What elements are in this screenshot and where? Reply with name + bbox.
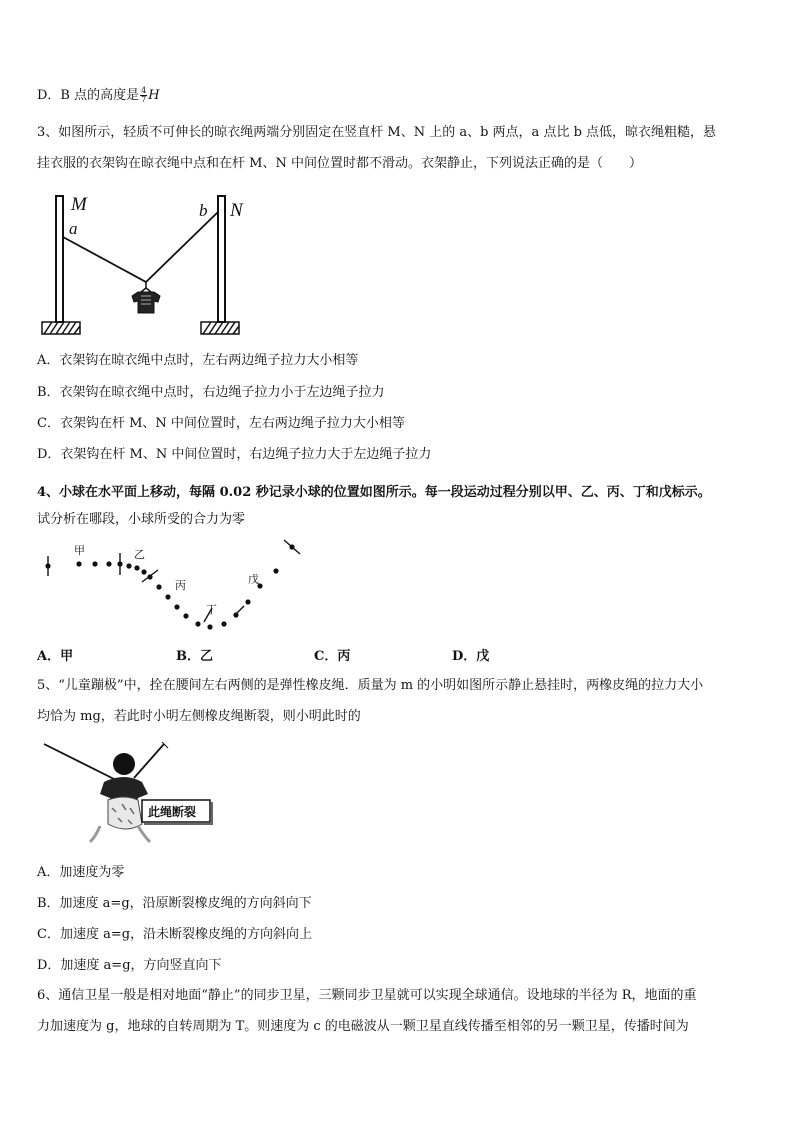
q3-option-d: D．衣架钩在杆 M、N 中间位置时，右边绳子拉力大于左边绳子拉力 — [37, 447, 432, 462]
pole-n — [218, 196, 225, 322]
label-bing: 丙 — [175, 579, 186, 592]
q3-option-b: B．衣架钩在晾衣绳中点时，右边绳子拉力小于左边绳子拉力 — [37, 385, 385, 400]
q6-stem-line2: 力加速度为 g，地球的自转周期为 T。则速度为 c 的电磁波从一颗卫星直线传播至相邻的另一颗卫星，传播时间为 — [37, 1019, 689, 1034]
q3-stem-line2: 挂衣服的衣架钩在晾衣绳中点和在杆 M、N 中间位置时都不滑动。衣架静止，下列说法正确的是（ ） — [37, 156, 642, 171]
q4-stem-line2: 试分析在哪段，小球所受的合力为零 — [37, 512, 246, 527]
q5-option-a: A．加速度为零 — [37, 865, 125, 880]
q4-option-d: D．戊 — [452, 649, 490, 664]
q3-option-c: C．衣架钩在杆 M、N 中间位置时，左右两边绳子拉力大小相等 — [37, 416, 405, 431]
q5-option-d: D．加速度 a=g，方向竖直向下 — [37, 958, 222, 973]
q2-fraction: $\frac{4}{7}$ — [141, 86, 147, 104]
q2-option-d — [37, 87, 160, 105]
ground-right — [201, 322, 239, 334]
q5-option-c: C．加速度 a=g，沿未断裂橡皮绳的方向斜向上 — [37, 927, 313, 942]
q4-stem-line1: 4、小球在水平面上移动，每隔 0.02 秒记录小球的位置如图所示。每一段运动过程分别以甲、乙、丙、丁和戊标示。 — [37, 485, 711, 500]
label-yi: 乙 — [134, 548, 145, 561]
q4-option-b: B．乙 — [176, 649, 213, 664]
q5-stem-line2: 均恰为 mg，若此时小明左侧橡皮绳断裂，则小明此时的 — [37, 709, 361, 724]
rope-broken-label: 此绳断裂 — [148, 805, 197, 819]
q4-ball-track-figure — [38, 536, 308, 636]
q3-stem-line1: 3、如图所示，轻质不可伸长的晾衣绳两端分别固定在竖直杆 M、N 上的 a、b 两点，a 点比 b 点低，晾衣绳粗糙，悬 — [37, 125, 717, 140]
shirt-icon — [132, 292, 160, 313]
ground-left — [42, 322, 80, 334]
label-n: N — [230, 200, 243, 221]
label-wu: 戊 — [248, 573, 259, 586]
q5-option-b: B．加速度 a=g，沿原断裂橡皮绳的方向斜向下 — [37, 896, 312, 911]
q3-option-a: A．衣架钩在晾衣绳中点时，左右两边绳子拉力大小相等 — [37, 353, 359, 368]
q5-bungee-figure — [38, 738, 228, 850]
child-icon — [90, 753, 150, 842]
label-m: M — [71, 194, 87, 215]
q2-option-d-text: D．B 点的高度是 — [37, 88, 140, 103]
rope-right — [134, 744, 164, 778]
rope-left — [44, 744, 116, 780]
q6-stem-line1: 6、通信卫星一般是相对地面“静止”的同步卫星，三颗同步卫星就可以实现全球通信。设地球的半径为 R，地面的重 — [37, 988, 697, 1003]
q5-stem-line1: 5、“儿童蹦极”中，拴在腰间左右两侧的是弹性橡皮绳．质量为 m 的小明如图所示静止悬挂时，两橡皮绳的拉力大小 — [37, 678, 704, 693]
q4-option-a: A．甲 — [37, 649, 74, 664]
label-b: b — [199, 201, 208, 220]
q4-option-c: C．丙 — [314, 649, 351, 664]
label-ding: 丁 — [206, 603, 217, 616]
pole-m — [56, 196, 63, 322]
q2-var-h: H — [148, 88, 160, 103]
label-jia: 甲 — [74, 544, 85, 557]
q3-clothesline-figure — [38, 190, 248, 340]
label-a: a — [69, 219, 78, 238]
clothesline-rope — [63, 212, 218, 282]
q4-options — [37, 645, 597, 663]
